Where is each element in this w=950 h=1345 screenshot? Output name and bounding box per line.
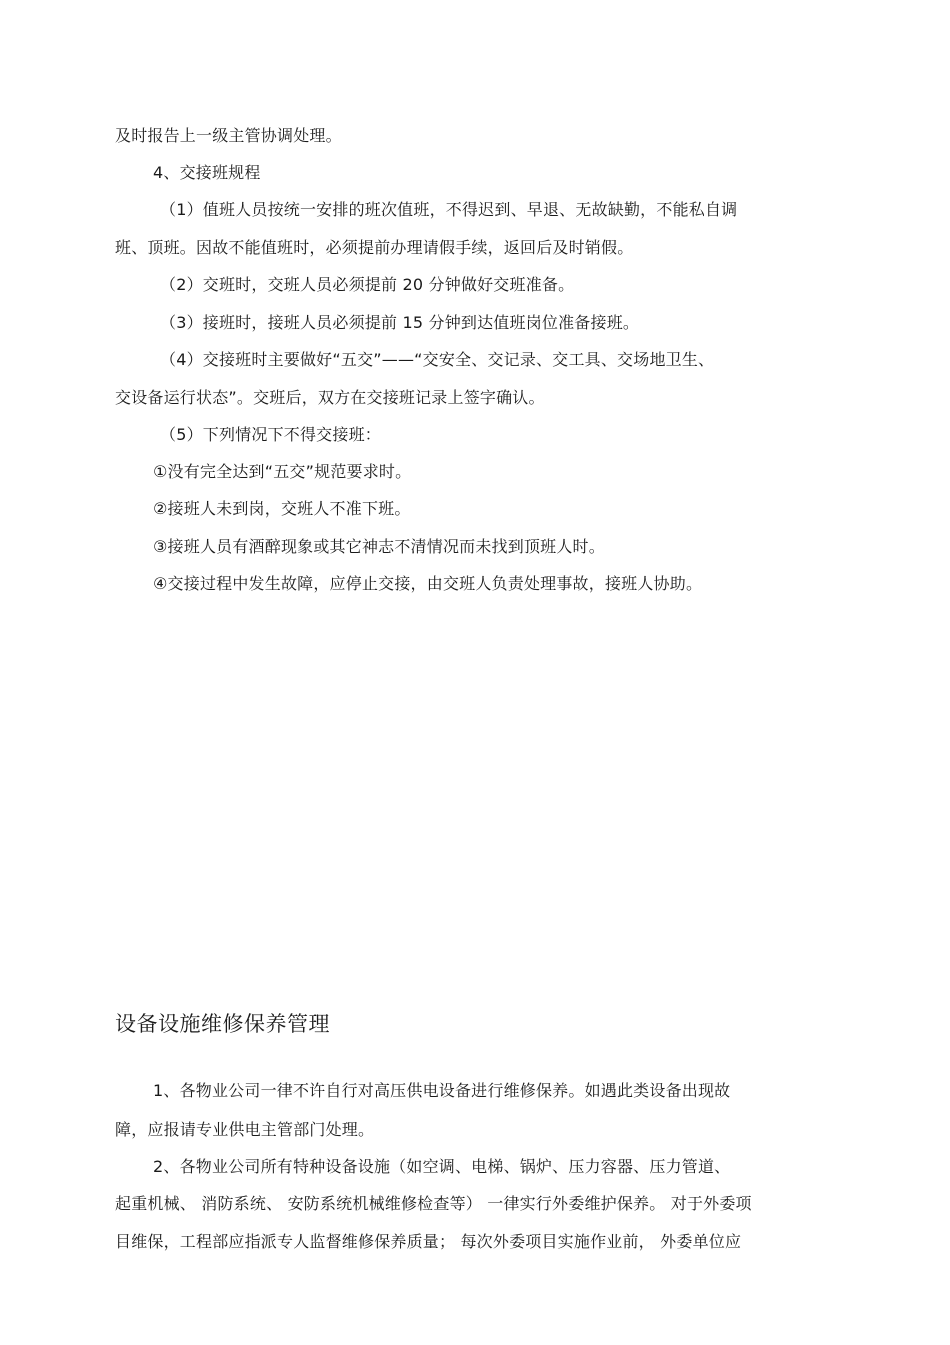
- list-item: ①没有完全达到“五交”规范要求时。: [153, 462, 412, 481]
- list-item: ③接班人员有酒醉现象或其它神志不清情况而未找到顶班人时。: [153, 537, 605, 556]
- paragraph-line: 1、各物业公司一律不许自行对高压供电设备进行维修保养。如遇此类设备出现故: [153, 1081, 731, 1100]
- list-item: ④交接过程中发生故障，应停止交接，由交班人负责处理事故，接班人协助。: [153, 574, 703, 593]
- paragraph-line: 起重机械、 消防系统、 安防系统机械维修检查等） 一律实行外委维护保养。 对于外委项: [115, 1194, 752, 1213]
- paragraph-line: （4）交接班时主要做好“五交”——“交安全、交记录、交工具、交场地卫生、: [160, 350, 715, 369]
- paragraph-line: （1）值班人员按统一安排的班次值班，不得迟到、早退、无故缺勤，不能私自调: [160, 200, 738, 219]
- paragraph-line: 及时报告上一级主管协调处理。: [115, 126, 342, 145]
- paragraph-line: （3）接班时，接班人员必须提前 15 分钟到达值班岗位准备接班。: [160, 313, 640, 332]
- paragraph-line: 障，应报请专业供电主管部门处理。: [115, 1120, 375, 1139]
- paragraph-line: （2）交班时，交班人员必须提前 20 分钟做好交班准备。: [160, 275, 575, 294]
- paragraph-line: 班、顶班。因故不能值班时，必须提前办理请假手续，返回后及时销假。: [115, 238, 634, 257]
- list-item: ②接班人未到岗，交班人不准下班。: [153, 499, 411, 518]
- paragraph-line: 目维保，工程部应指派专人监督维修保养质量； 每次外委项目实施作业前， 外委单位应: [115, 1232, 742, 1251]
- paragraph-line: 2、各物业公司所有特种设备设施（如空调、电梯、锅炉、压力容器、压力管道、: [153, 1157, 731, 1176]
- section-heading-shift-handover: 4、交接班规程: [153, 163, 261, 182]
- paragraph-line: （5）下列情况下不得交接班：: [160, 425, 381, 444]
- paragraph-line: 交设备运行状态”。交班后，双方在交接班记录上签字确认。: [115, 388, 545, 407]
- section-title: 设备设施维修保养管理: [115, 1012, 330, 1036]
